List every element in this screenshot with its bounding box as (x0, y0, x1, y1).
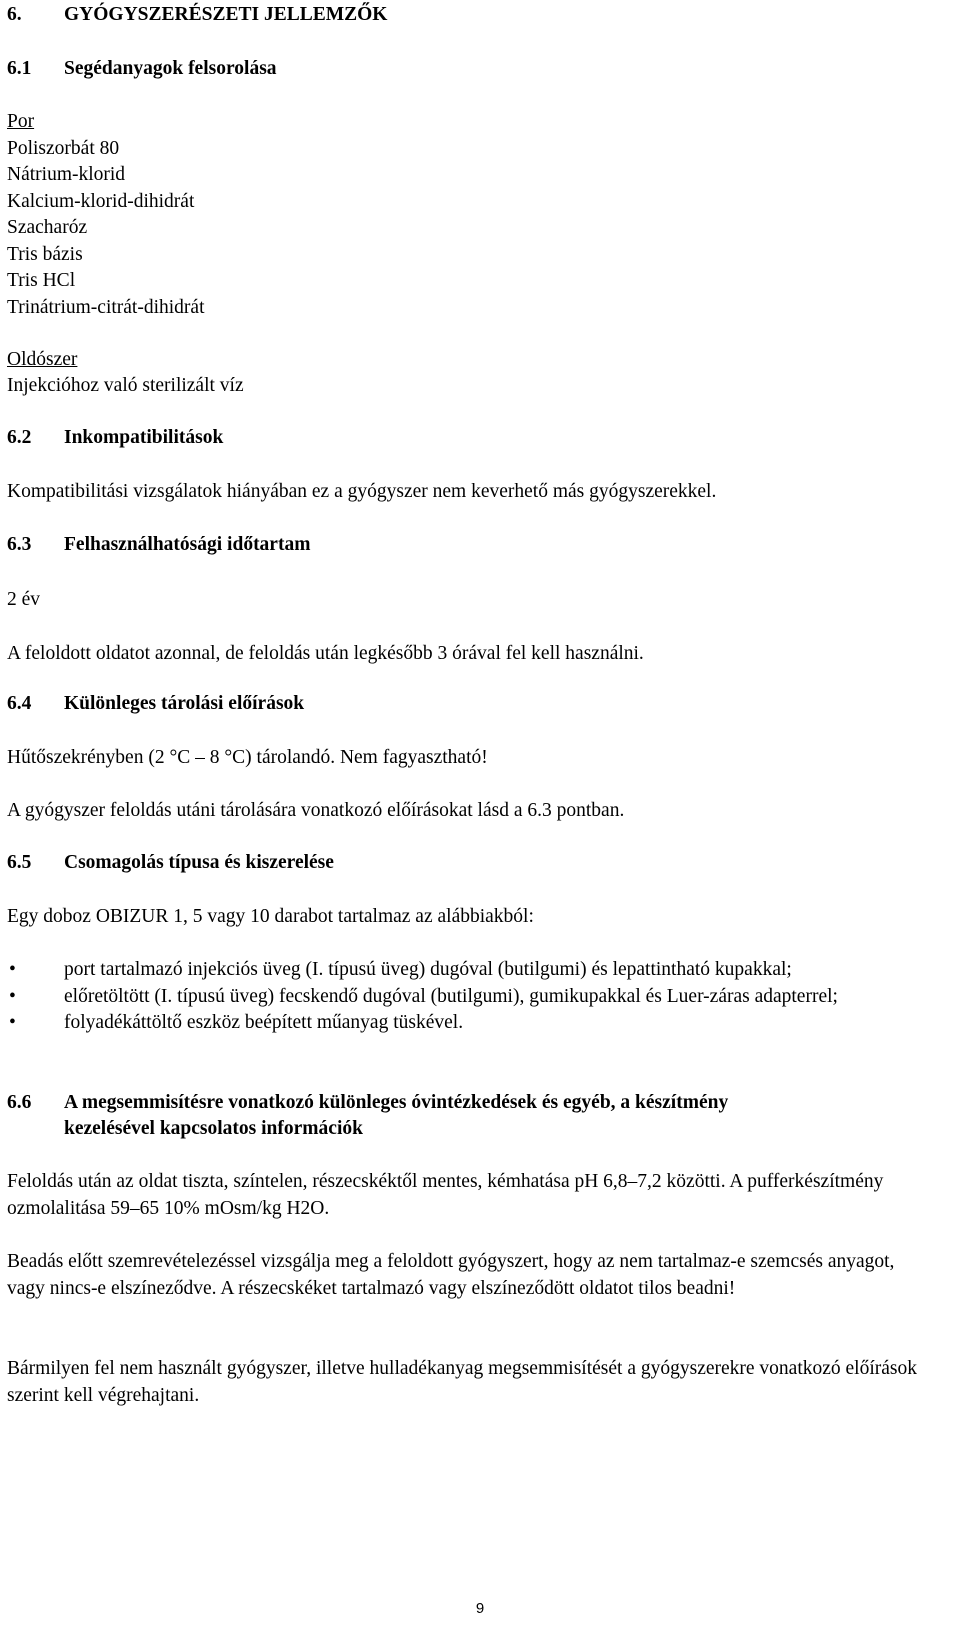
list-item-text: előretöltött (I. típusú üveg) fecskendő dugóval (butilgumi), gumikupakkal és Luer-záras adapterrel; (64, 985, 838, 1007)
section-6-2-heading (7, 427, 223, 449)
package-intro: Egy doboz OBIZUR 1, 5 vagy 10 darabot tartalmaz az alábbiakból: (7, 906, 534, 927)
section-title: Csomagolás típusa és kiszerelése (64, 852, 334, 873)
list-item (7, 984, 937, 1011)
handling-paragraph: Feloldás után az oldat tiszta, színtelen, részecskéktől mentes, kémhatása pH 6,8–7,2 közötti. A pufferkészítmény ozmolalitása 59–65 10% mOsm/kg H2O. (7, 1171, 884, 1219)
powder-item: Szacharóz (7, 217, 88, 238)
section-title: Különleges tárolási előírások (64, 693, 305, 714)
powder-heading: Por (7, 111, 35, 132)
section-number: 6.6 (7, 1092, 32, 1113)
handling-paragraph: Bármilyen fel nem használt gyógyszer, illetve hulladékanyag megsemmisítését a gyógyszerekre vonatkozó előírások szerint kell végrehajtani. (7, 1358, 918, 1406)
powder-item: Poliszorbát 80 (7, 138, 120, 159)
list-item-text: folyadékáttöltő eszköz beépített műanyag tüskével. (64, 1012, 464, 1033)
section-6-heading (7, 4, 387, 26)
section-title-continued: kezelésével kapcsolatos információk (64, 1118, 363, 1139)
section-6-6-heading (7, 1090, 937, 1142)
section-6-1-heading (7, 58, 277, 80)
section-title: A megsemmisítésre vonatkozó különleges óvintézkedések és egyéb, a készítmény (64, 1092, 729, 1113)
section-title: GYÓGYSZERÉSZETI JELLEMZŐK (64, 4, 388, 25)
list-item-text: port tartalmazó injekciós üveg (I. típusú üveg) dugóval (butilgumi) és lepattintható kupakkal; (64, 959, 792, 980)
section-number: 6.5 (7, 852, 32, 873)
powder-item: Tris HCl (7, 270, 76, 291)
section-number: 6.1 (7, 58, 32, 79)
section-number: 6.2 (7, 427, 32, 448)
list-item (7, 957, 937, 984)
section-title: Felhasználhatósági időtartam (64, 534, 311, 555)
section-6-3-heading (7, 534, 310, 556)
shelf-life-text: A feloldott oldatot azonnal, de feloldás után legkésőbb 3 órával fel kell használni. (7, 643, 644, 664)
powder-item: Tris bázis (7, 244, 83, 265)
package-bullet-list (7, 957, 937, 1037)
solvent-item: Injekcióhoz való sterilizált víz (7, 375, 244, 396)
bullet-icon: • (9, 959, 16, 980)
section-number: 6.4 (7, 693, 32, 714)
section-6-4-heading (7, 693, 304, 715)
section-number: 6.3 (7, 534, 32, 555)
solvent-heading: Oldószer (7, 349, 78, 370)
storage-reference-text: A gyógyszer feloldás utáni tárolására vonatkozó előírásokat lásd a 6.3 pontban. (7, 800, 625, 821)
powder-item: Trinátrium-citrát-dihidrát (7, 297, 205, 318)
handling-paragraph: Beadás előtt szemrevételezéssel vizsgálja meg a feloldott gyógyszert, hogy az nem tartalmaz-e szemcsés anyagot, vagy nincs-e elszíneződve. A részecskéket tartalmazó vagy elszíneződött oldatot tilos beadni! (7, 1251, 895, 1299)
bullet-icon: • (9, 1012, 16, 1033)
section-number: 6. (7, 4, 22, 25)
storage-text: Hűtőszekrényben (2 °C – 8 °C) tárolandó. Nem fagyasztható! (7, 747, 488, 768)
powder-item: Nátrium-klorid (7, 164, 126, 185)
bullet-icon: • (9, 985, 16, 1007)
shelf-life-duration: 2 év (7, 589, 41, 610)
list-item (7, 1010, 937, 1037)
section-6-5-heading (7, 852, 334, 874)
incompatibility-text: Kompatibilitási vizsgálatok hiányában ez a gyógyszer nem keverhető más gyógyszerekkel. (7, 481, 717, 502)
section-title: Segédanyagok felsorolása (64, 58, 277, 79)
powder-item: Kalcium-klorid-dihidrát (7, 191, 195, 212)
section-title: Inkompatibilitások (64, 427, 224, 448)
page-number: 9 (475, 1600, 485, 1617)
